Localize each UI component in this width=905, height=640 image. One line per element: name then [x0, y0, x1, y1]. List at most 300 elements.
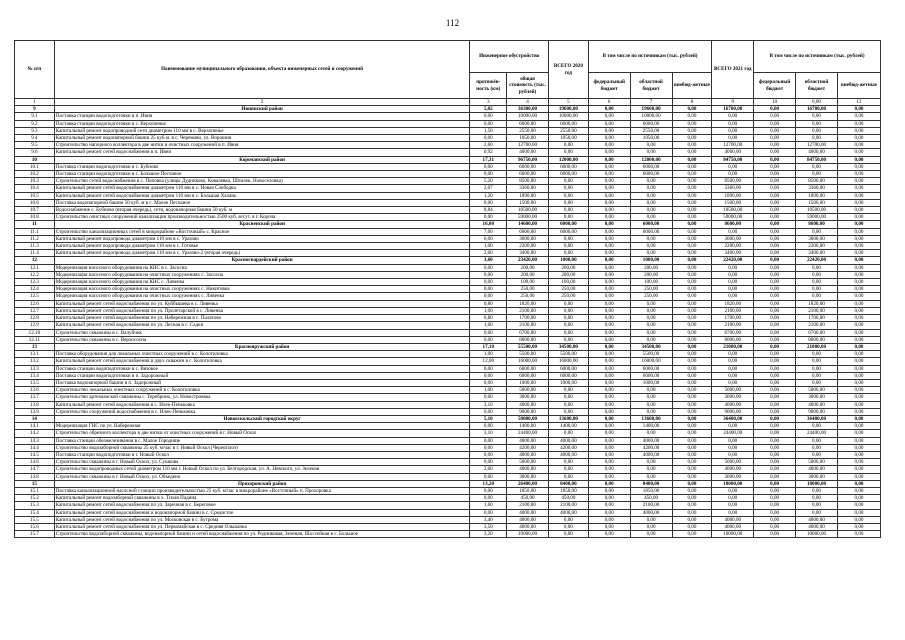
value-cell: 0,00: [672, 286, 712, 293]
value-cell: 0,00: [588, 135, 630, 142]
table-row: [15, 437, 881, 444]
value-cell: 0,00: [754, 221, 796, 228]
value-cell: 3400,00: [712, 250, 754, 257]
value-cell: 0,00: [672, 178, 712, 185]
value-cell: 4000,00: [507, 149, 549, 156]
value-cell: 0,00: [837, 437, 880, 444]
value-cell: 0,00: [754, 228, 796, 235]
value-cell: 9000,00: [507, 408, 549, 415]
value-cell: 0,00: [754, 365, 796, 372]
value-cell: 0,00: [588, 192, 630, 199]
value-cell: 0,00: [470, 264, 507, 271]
district-name: Корочанский район: [54, 156, 470, 163]
value-cell: 0,00: [796, 135, 838, 142]
value-cell: 5,20: [470, 178, 507, 185]
value-cell: 0,00: [588, 214, 630, 221]
value-cell: 0,00: [588, 207, 630, 214]
value-cell: 1400,00: [548, 423, 588, 430]
object-name: Поставка канализационной насосной станции производительностью 25 куб. м/час в микрорайоне «Восточный» п. Прохоровка: [54, 487, 470, 494]
value-cell: 0,00: [672, 509, 712, 516]
value-cell: 200,00: [630, 271, 672, 278]
value-cell: 0,00: [837, 271, 880, 278]
value-cell: 0,00: [588, 293, 630, 300]
value-cell: 6000,00: [548, 120, 588, 127]
value-cell: 0,80: [470, 300, 507, 307]
table-row: [15, 214, 881, 221]
value-cell: 0,00: [630, 516, 672, 523]
value-cell: 0,00: [796, 379, 838, 386]
value-cell: 0,00: [588, 235, 630, 242]
table-row: [15, 207, 881, 214]
value-cell: 3000,00: [796, 473, 838, 480]
table-row: [15, 264, 881, 271]
value-cell: 2,00: [470, 466, 507, 473]
value-cell: 0,00: [672, 243, 712, 250]
header-fed-2020: федеральный бюджет: [588, 73, 630, 99]
object-name: Строительство канализационных сетей в микрорайоне «Восточный» с. Красное: [54, 228, 470, 235]
value-cell: 0,00: [712, 271, 754, 278]
value-cell: 3360,00: [712, 185, 754, 192]
value-cell: 0,00: [672, 394, 712, 401]
value-cell: 4200,00: [630, 444, 672, 451]
object-name: Строительство скважины в г. Новый Оскол, ул. Объедено: [54, 473, 470, 480]
value-cell: 0,00: [837, 192, 880, 199]
value-cell: 0,00: [588, 315, 630, 322]
value-cell: 0,00: [754, 523, 796, 530]
value-cell: 0,00: [754, 480, 796, 487]
value-cell: 1000,00: [507, 379, 549, 386]
value-cell: 0,00: [630, 142, 672, 149]
row-number: 11: [15, 221, 55, 228]
value-cell: 0,00: [672, 343, 712, 350]
object-name: Строительство скважины в с. Верхососна: [54, 336, 470, 343]
value-cell: 0,00: [712, 279, 754, 286]
value-cell: 0,00: [588, 307, 630, 314]
value-cell: 0,00: [837, 480, 880, 487]
value-cell: 0,00: [837, 430, 880, 437]
value-cell: 6000,00: [507, 365, 549, 372]
value-cell: 10000,00: [796, 531, 838, 538]
table-row: [15, 293, 881, 300]
row-number: 13.2: [15, 358, 55, 365]
value-cell: 59000,00: [712, 214, 754, 221]
value-cell: 200,00: [507, 264, 549, 271]
value-cell: 5500,00: [630, 351, 672, 358]
value-cell: 0,00: [672, 415, 712, 422]
value-cell: 0,00: [754, 120, 796, 127]
value-cell: 0,00: [470, 394, 507, 401]
header-extra-2020: внебюд-жетные: [672, 73, 712, 99]
object-name: Поставка станции водоподготовки в п. Ивня: [54, 113, 470, 120]
value-cell: 6000,00: [630, 163, 672, 170]
value-cell: 0,00: [672, 437, 712, 444]
value-cell: 4000,00: [548, 451, 588, 458]
value-cell: 1,00: [470, 243, 507, 250]
table-row: [15, 451, 881, 458]
row-number: 9.3: [15, 127, 55, 134]
row-number: 13.9: [15, 408, 55, 415]
value-cell: 450,00: [548, 495, 588, 502]
object-name: Водоснабжение с. Бубново (вторая очередь), сети, водонапорная башни 50 куб. м: [54, 207, 470, 214]
value-cell: 6000,00: [507, 163, 549, 170]
value-cell: 0,00: [548, 523, 588, 530]
object-name: Поставка станции водоподготовки в с. Верхопенье: [54, 120, 470, 127]
value-cell: 0,00: [630, 307, 672, 314]
value-cell: 0,00: [754, 178, 796, 185]
row-number: 12.4: [15, 286, 55, 293]
value-cell: 5000,00: [507, 459, 549, 466]
value-cell: 1050,00: [507, 135, 549, 142]
object-name: Строительство водозаборной скважины, водонапорной башни и сетей водоснабжения по ул. Родниковая, Зеленая, Шоссейная в с. Большое: [54, 531, 470, 538]
row-number: 12: [15, 257, 55, 264]
value-cell: 6000,00: [507, 120, 549, 127]
value-cell: 0,00: [672, 358, 712, 365]
value-cell: 0,00: [837, 279, 880, 286]
row-number: 9.4: [15, 135, 55, 142]
value-cell: 59000,00: [796, 214, 838, 221]
value-cell: 0,00: [837, 487, 880, 494]
table-row: [15, 185, 881, 192]
value-cell: 1820,00: [507, 300, 549, 307]
header-fed-2021: федеральный бюджет: [754, 73, 796, 99]
district-row: [15, 106, 881, 113]
column-number-cell: 7: [630, 99, 672, 106]
table-row: [15, 466, 881, 473]
value-cell: 0,00: [754, 113, 796, 120]
value-cell: 0,00: [712, 113, 754, 120]
value-cell: 0,00: [754, 250, 796, 257]
value-cell: 0,00: [837, 451, 880, 458]
district-row: [15, 415, 881, 422]
object-name: Модернизация насосного оборудования на очистных сооружениях с. Засосна: [54, 271, 470, 278]
value-cell: 8400,00: [630, 480, 672, 487]
row-number: 15.1: [15, 487, 55, 494]
object-name: Поставка станции водоподготовки в г. Новый Оскол: [54, 451, 470, 458]
value-cell: 0,00: [630, 199, 672, 206]
value-cell: 1,00: [470, 322, 507, 329]
value-cell: 1700,00: [796, 315, 838, 322]
value-cell: 0,00: [630, 329, 672, 336]
object-name: Строительство сооружений водоснабжения в с. Илек-Пеньковка: [54, 408, 470, 415]
value-cell: 0,00: [630, 214, 672, 221]
table-row: [15, 473, 881, 480]
value-cell: 0,00: [796, 113, 838, 120]
value-cell: 0,00: [630, 178, 672, 185]
value-cell: 3,60: [470, 257, 507, 264]
value-cell: 1500,00: [712, 199, 754, 206]
column-number-cell: 1: [15, 99, 55, 106]
object-name: Капитальный ремонт сетей водоснабжения по ул. Заречная в с. Береговое: [54, 502, 470, 509]
header-extra-2021: внебюд-жетные: [837, 73, 880, 99]
value-cell: 0,00: [754, 387, 796, 394]
value-cell: 6000,00: [548, 221, 588, 228]
value-cell: 5,10: [470, 415, 507, 422]
value-cell: 9000,00: [796, 408, 838, 415]
value-cell: 0,00: [837, 171, 880, 178]
value-cell: 0,00: [470, 487, 507, 494]
value-cell: 0,00: [712, 372, 754, 379]
object-name: Капитальный ремонт сетей водоснабжения по ул. Московская в с. Бутрома: [54, 516, 470, 523]
value-cell: 4000,00: [796, 466, 838, 473]
value-cell: 0,00: [588, 250, 630, 257]
value-cell: 10500,00: [712, 207, 754, 214]
value-cell: 250,00: [630, 286, 672, 293]
object-name: Капитальный ремонт водонапорной башни 25 куб.м. в с. Черемово, ул. Ворошин: [54, 135, 470, 142]
value-cell: 8400,00: [548, 480, 588, 487]
value-cell: 5000,00: [712, 459, 754, 466]
value-cell: 0,00: [754, 307, 796, 314]
value-cell: 1700,00: [507, 315, 549, 322]
row-number: 9: [15, 106, 55, 113]
value-cell: 2550,00: [630, 127, 672, 134]
value-cell: 4000,00: [712, 401, 754, 408]
object-name: Строительство скважины в с. Валуйчик: [54, 329, 470, 336]
value-cell: 0,00: [470, 120, 507, 127]
value-cell: 96750,00: [507, 156, 549, 163]
value-cell: 1050,00: [630, 135, 672, 142]
row-number: 13.6: [15, 387, 55, 394]
row-number: 9.1: [15, 113, 55, 120]
row-number: 10: [15, 156, 55, 163]
value-cell: 0,00: [588, 149, 630, 156]
value-cell: 1500,00: [507, 199, 549, 206]
object-name: Модернизация насосного оборудования на КНС с. Ливенка: [54, 279, 470, 286]
value-cell: 0,00: [796, 264, 838, 271]
value-cell: 0,00: [837, 329, 880, 336]
value-cell: 0,00: [470, 459, 507, 466]
row-number: 13.4: [15, 372, 55, 379]
value-cell: 6000,00: [630, 365, 672, 372]
table-row: [15, 149, 881, 156]
value-cell: 0,00: [470, 329, 507, 336]
value-cell: 0,00: [548, 430, 588, 437]
value-cell: 10000,00: [548, 113, 588, 120]
value-cell: 0,00: [548, 394, 588, 401]
value-cell: 0,00: [754, 106, 796, 113]
column-number-cell: 0,00: [796, 99, 838, 106]
value-cell: 0,00: [712, 509, 754, 516]
value-cell: 0,00: [672, 185, 712, 192]
value-cell: 0,00: [754, 300, 796, 307]
value-cell: 0,00: [672, 113, 712, 120]
value-cell: 0,00: [588, 401, 630, 408]
value-cell: 0,00: [754, 207, 796, 214]
row-number: 14.5: [15, 451, 55, 458]
value-cell: 0,00: [672, 271, 712, 278]
value-cell: 0,00: [630, 149, 672, 156]
object-name: Поставка станции водоподготовки в п. Задорожный: [54, 372, 470, 379]
header-sources-2021: В том числе по источникам (тыс. рублей): [754, 41, 881, 73]
header-total-cost: общая стоимость (тыс. рублей): [507, 73, 549, 99]
value-cell: 0,00: [588, 415, 630, 422]
value-cell: 4000,00: [796, 401, 838, 408]
value-cell: 16000,00: [548, 358, 588, 365]
value-cell: 0,00: [837, 142, 880, 149]
value-cell: 0,00: [837, 106, 880, 113]
value-cell: 200,00: [548, 264, 588, 271]
value-cell: 0,00: [588, 408, 630, 415]
value-cell: 0,00: [837, 459, 880, 466]
object-name: Модернизация насосного оборудования на КНС в с. Засосна: [54, 264, 470, 271]
table-row: [15, 459, 881, 466]
value-cell: 0,00: [470, 495, 507, 502]
table-row: [15, 322, 881, 329]
object-name: Модернизация насосного оборудования на очистных сооружениях с. Ливенка: [54, 293, 470, 300]
value-cell: 4000,00: [507, 516, 549, 523]
value-cell: 0,00: [672, 408, 712, 415]
value-cell: 0,00: [754, 163, 796, 170]
value-cell: 0,80: [470, 315, 507, 322]
value-cell: 0,00: [754, 293, 796, 300]
value-cell: 0,00: [672, 279, 712, 286]
value-cell: 0,00: [672, 214, 712, 221]
value-cell: 0,00: [588, 178, 630, 185]
table-row: [15, 300, 881, 307]
column-number-cell: 6: [588, 99, 630, 106]
value-cell: 24400,00: [712, 430, 754, 437]
value-cell: 0,00: [672, 307, 712, 314]
value-cell: 0,00: [548, 207, 588, 214]
value-cell: 0,00: [672, 142, 712, 149]
value-cell: 450,00: [630, 495, 672, 502]
value-cell: 4000,00: [507, 523, 549, 530]
value-cell: 0,00: [588, 142, 630, 149]
value-cell: 0,00: [837, 163, 880, 170]
district-name: Красненский район: [54, 221, 470, 228]
value-cell: 2100,00: [712, 322, 754, 329]
value-cell: 0,00: [470, 279, 507, 286]
value-cell: 0,00: [672, 336, 712, 343]
value-cell: 8000,00: [796, 336, 838, 343]
value-cell: 0,00: [548, 178, 588, 185]
value-cell: 0,00: [470, 444, 507, 451]
value-cell: 0,00: [754, 127, 796, 134]
value-cell: 0,00: [712, 495, 754, 502]
value-cell: 34500,00: [630, 343, 672, 350]
value-cell: 0,00: [837, 250, 880, 257]
value-cell: 0,00: [754, 401, 796, 408]
value-cell: 0,00: [630, 250, 672, 257]
row-number: 13.3: [15, 365, 55, 372]
row-number: 12.11: [15, 336, 55, 343]
value-cell: 6700,00: [507, 329, 549, 336]
value-cell: 8000,00: [507, 336, 549, 343]
row-number: 12.8: [15, 315, 55, 322]
value-cell: 1400,00: [630, 423, 672, 430]
district-name: Новооскольский городской округ: [54, 415, 470, 422]
value-cell: 100,00: [548, 279, 588, 286]
object-name: Капитальный ремонт сетей водоснабжения по ул. Лесная в с. Садки: [54, 322, 470, 329]
row-number: 10.2: [15, 171, 55, 178]
object-name: Строительство локальных очистных сооружений в с. Колотиловка: [54, 387, 470, 394]
value-cell: 4000,00: [712, 516, 754, 523]
header-num: № п/п: [15, 41, 55, 99]
value-cell: 0,00: [588, 264, 630, 271]
table-row: [15, 178, 881, 185]
value-cell: 0,00: [672, 516, 712, 523]
object-name: Строительство напорного коллектора в две нитки и очистных сооружений в п. Ивня: [54, 142, 470, 149]
value-cell: 0,00: [754, 185, 796, 192]
row-number: 14.8: [15, 473, 55, 480]
header-sources-2020: В том числе по источникам (тыс. рублей): [588, 41, 712, 73]
row-number: 13.5: [15, 379, 55, 386]
value-cell: 0,00: [588, 523, 630, 530]
value-cell: 0,00: [837, 343, 880, 350]
value-cell: 4000,00: [712, 466, 754, 473]
row-number: 12.3: [15, 279, 55, 286]
value-cell: 0,00: [796, 171, 838, 178]
value-cell: 0,00: [672, 423, 712, 430]
value-cell: 1500,00: [796, 199, 838, 206]
value-cell: 3360,00: [796, 185, 838, 192]
value-cell: 0,00: [796, 228, 838, 235]
value-cell: 0,00: [754, 235, 796, 242]
value-cell: 0,00: [796, 351, 838, 358]
value-cell: 4000,00: [796, 523, 838, 530]
row-number: 15.3: [15, 502, 55, 509]
district-row: [15, 480, 881, 487]
value-cell: 0,00: [754, 343, 796, 350]
value-cell: 4000,00: [630, 509, 672, 516]
value-cell: 0,00: [796, 279, 838, 286]
value-cell: 2100,00: [507, 502, 549, 509]
table-row: [15, 329, 881, 336]
value-cell: 0,00: [837, 120, 880, 127]
row-number: 15.2: [15, 495, 55, 502]
value-cell: 250,00: [630, 293, 672, 300]
value-cell: 0,00: [588, 300, 630, 307]
value-cell: 0,00: [837, 315, 880, 322]
table-row: [15, 243, 881, 250]
value-cell: 4000,00: [507, 451, 549, 458]
value-cell: 34500,00: [548, 343, 588, 350]
value-cell: 0,00: [837, 235, 880, 242]
value-cell: 0,00: [837, 379, 880, 386]
object-name: Капитальный ремонт водопроводной сети диаметром 110 мм в с. Верхопенье: [54, 127, 470, 134]
value-cell: 3000,00: [712, 235, 754, 242]
value-cell: 0,00: [588, 120, 630, 127]
value-cell: 0,00: [837, 214, 880, 221]
value-cell: 0,00: [672, 192, 712, 199]
object-name: Капитальный ремонт водопровода диаметром 110 мм в с. Уразово-2 (вторая очередь): [54, 250, 470, 257]
value-cell: 0,00: [548, 192, 588, 199]
value-cell: 0,00: [672, 480, 712, 487]
value-cell: 0,00: [630, 459, 672, 466]
value-cell: 0,00: [630, 387, 672, 394]
value-cell: 0,00: [588, 322, 630, 329]
value-cell: 0,00: [712, 502, 754, 509]
value-cell: 5500,00: [507, 351, 549, 358]
value-cell: 10000,00: [712, 531, 754, 538]
value-cell: 0,00: [754, 372, 796, 379]
value-cell: 2100,00: [796, 322, 838, 329]
table-row: [15, 401, 881, 408]
column-number-cell: 10: [754, 99, 796, 106]
value-cell: 0,00: [712, 228, 754, 235]
district-name: Краснояружский район: [54, 343, 470, 350]
table-row: [15, 315, 881, 322]
value-cell: 0,00: [754, 171, 796, 178]
value-cell: 22420,00: [796, 257, 838, 264]
table-row: [15, 113, 881, 120]
table-row: [15, 502, 881, 509]
value-cell: 84750,00: [796, 156, 838, 163]
value-cell: 10000,00: [507, 531, 549, 538]
value-cell: 2100,00: [507, 307, 549, 314]
value-cell: 1000,00: [548, 257, 588, 264]
value-cell: 0,00: [754, 394, 796, 401]
value-cell: 0,00: [470, 135, 507, 142]
